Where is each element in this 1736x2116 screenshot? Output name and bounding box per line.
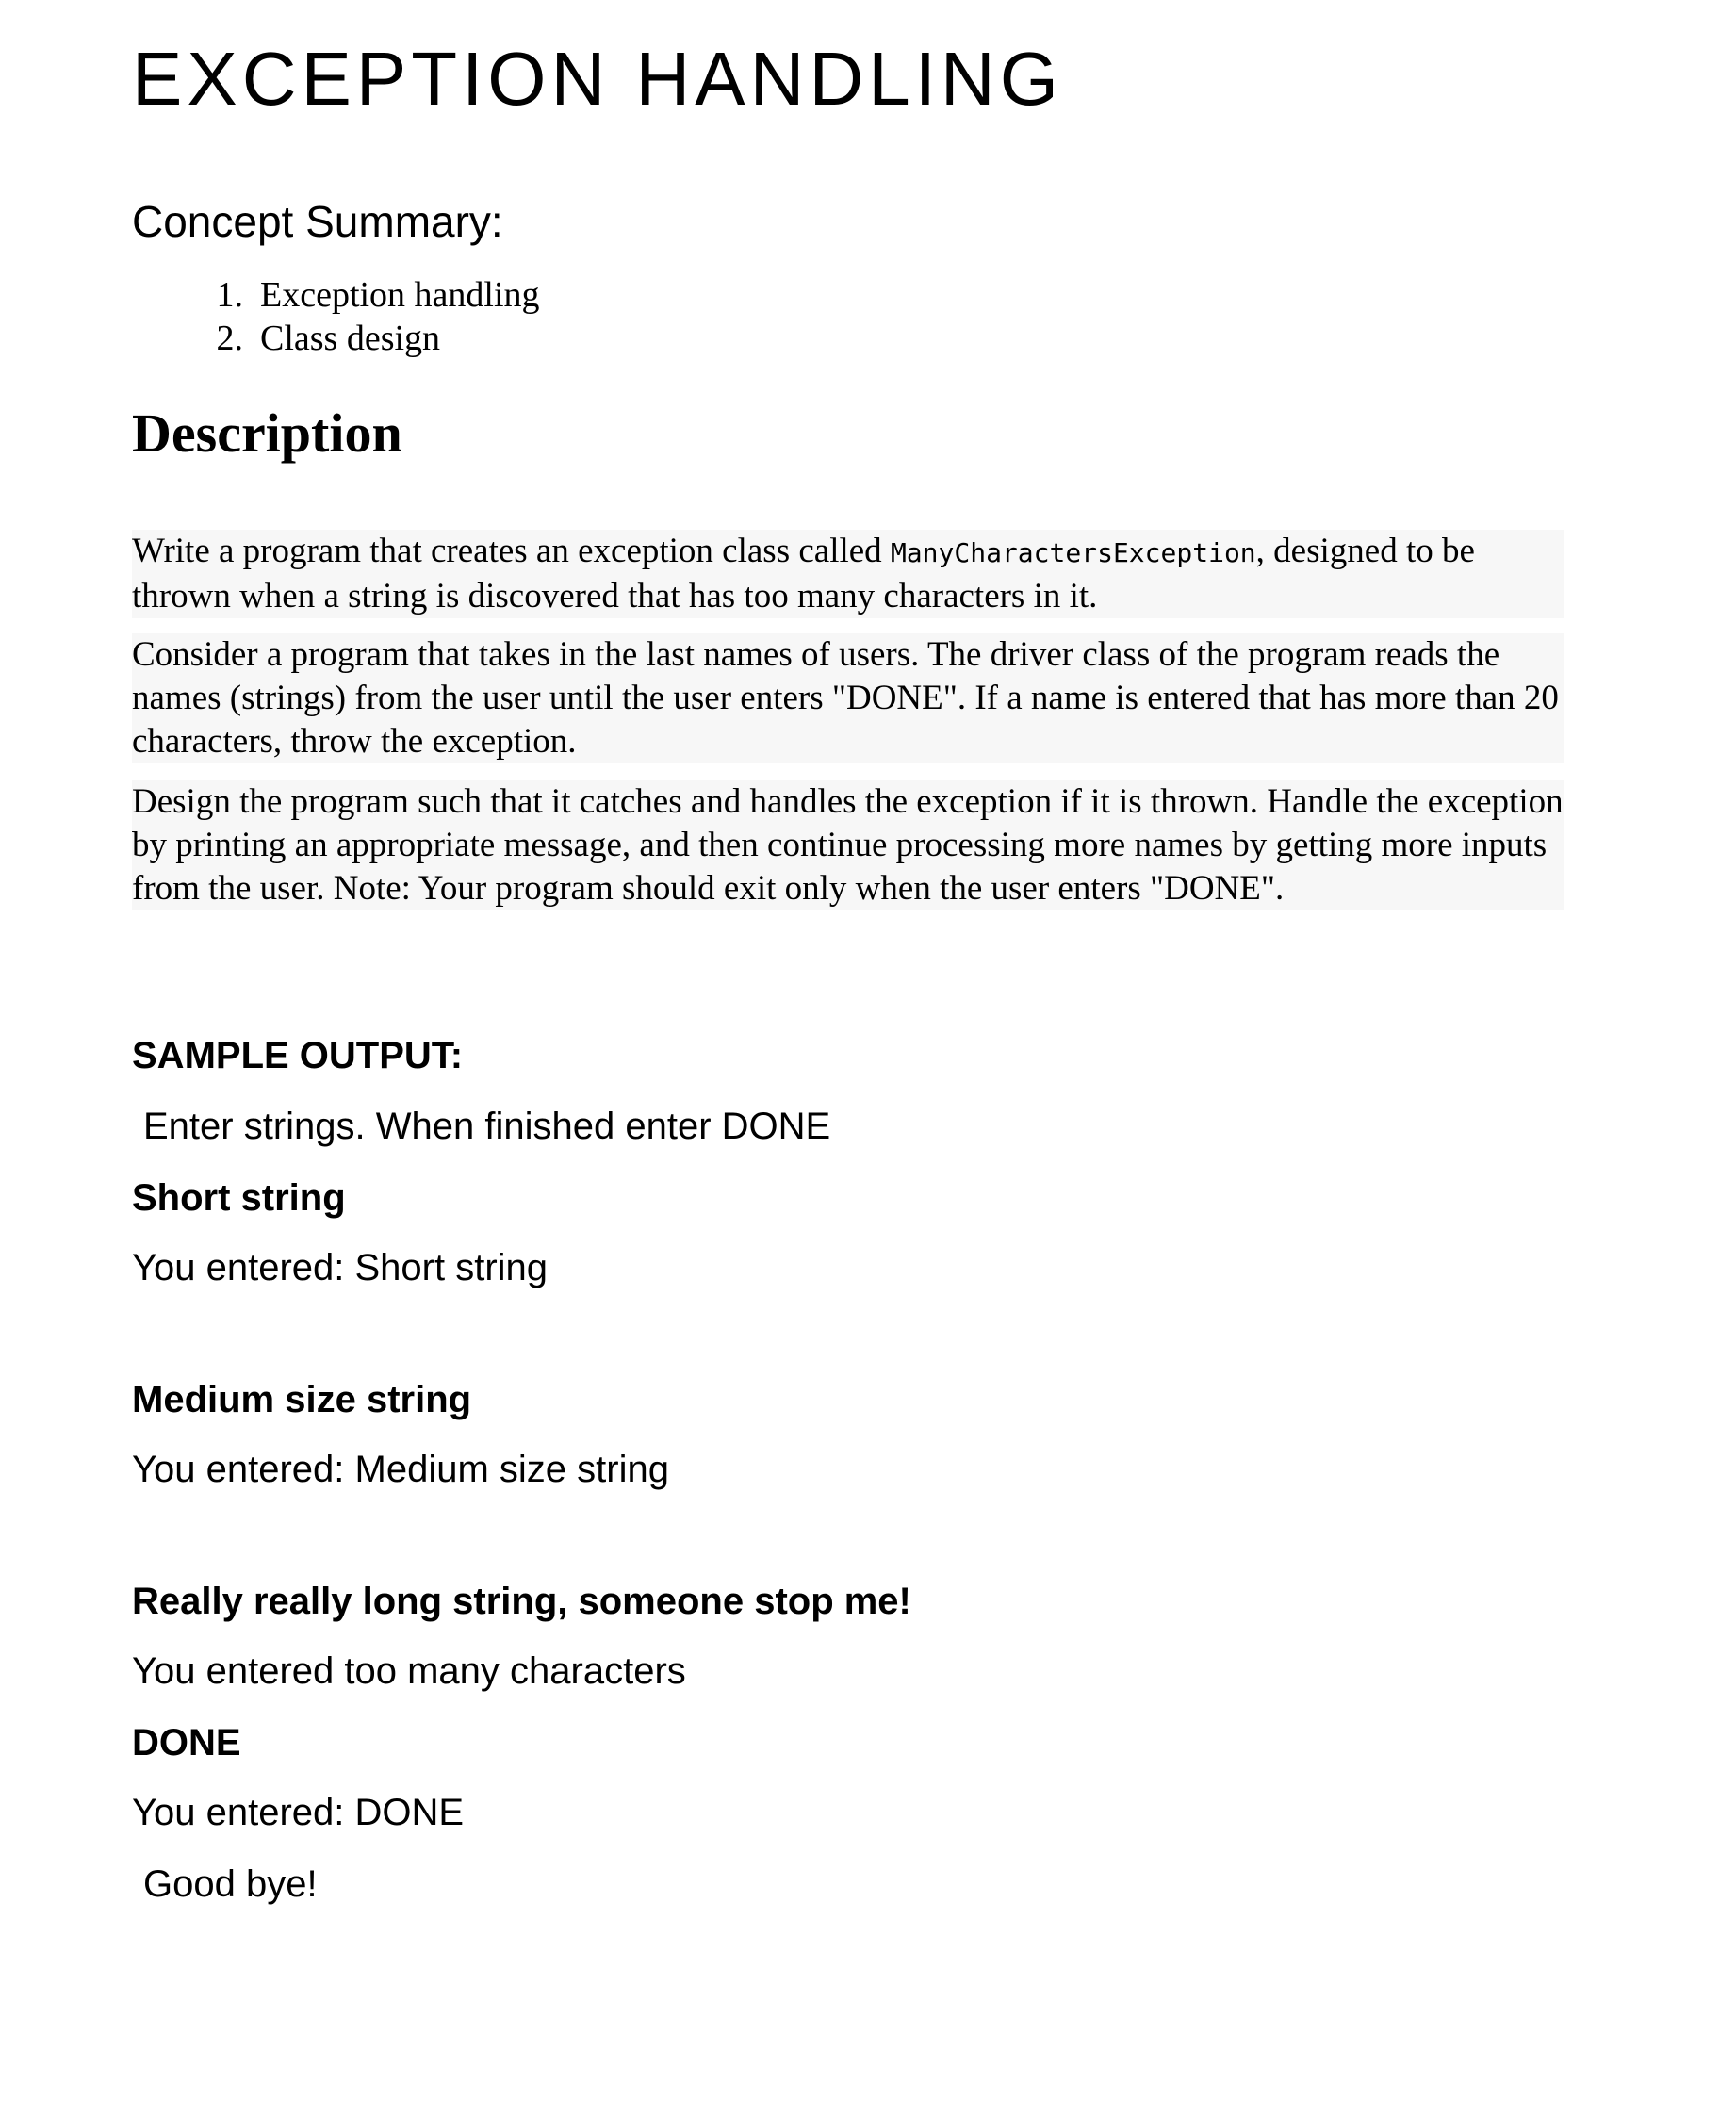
- paragraph-text: Write a program that creates an exception class called: [132, 532, 891, 570]
- description-paragraph-2: Consider a program that takes in the last names of users. The driver class of the program reads the names (strings) from the user until the user enters "DONE". If a name is entered that has more than 20 characters, throw the exception.: [132, 633, 1564, 763]
- concept-list-item: [132, 273, 540, 317]
- description-heading: Description: [132, 402, 402, 464]
- sample-output-heading: SAMPLE OUTPUT:: [132, 1035, 464, 1076]
- user-input-line: DONE: [132, 1722, 241, 1763]
- description-paragraph-3: Design the program such that it catches and handles the exception if it is thrown. Handle the exception by printing an appropriate message, and then continue processing more names by getting more inputs from the user. Note: Your program should exit only when the user enters "DONE".: [132, 780, 1564, 910]
- description-paragraph-1: [132, 530, 1564, 618]
- concept-list-item: [132, 317, 540, 360]
- list-text: Class design: [260, 319, 441, 358]
- user-input-line: Short string: [132, 1177, 346, 1219]
- concept-list: [132, 273, 540, 360]
- program-output-line: You entered: DONE: [132, 1792, 465, 1833]
- program-output-line: You entered: Medium size string: [132, 1449, 669, 1490]
- list-text: Exception handling: [260, 275, 540, 315]
- user-input-line: Medium size string: [132, 1379, 472, 1420]
- exception-class-name: ManyCharactersException: [890, 537, 1256, 568]
- document-title: EXCEPTION HANDLING: [132, 37, 1063, 121]
- user-input-line: Really really long string, someone stop me!: [132, 1581, 911, 1622]
- concept-summary-heading: Concept Summary:: [132, 197, 503, 246]
- output-prompt-line: Enter strings. When finished enter DONE: [143, 1106, 831, 1147]
- list-number: 1.: [216, 275, 243, 315]
- program-output-line: You entered too many characters: [132, 1650, 686, 1692]
- goodbye-line: Good bye!: [143, 1863, 318, 1905]
- list-number: 2.: [216, 319, 243, 358]
- paragraph-text: , designed to be thrown when a string is discovered that has too many characters in it.: [132, 532, 1475, 615]
- program-output-line: You entered: Short string: [132, 1247, 549, 1288]
